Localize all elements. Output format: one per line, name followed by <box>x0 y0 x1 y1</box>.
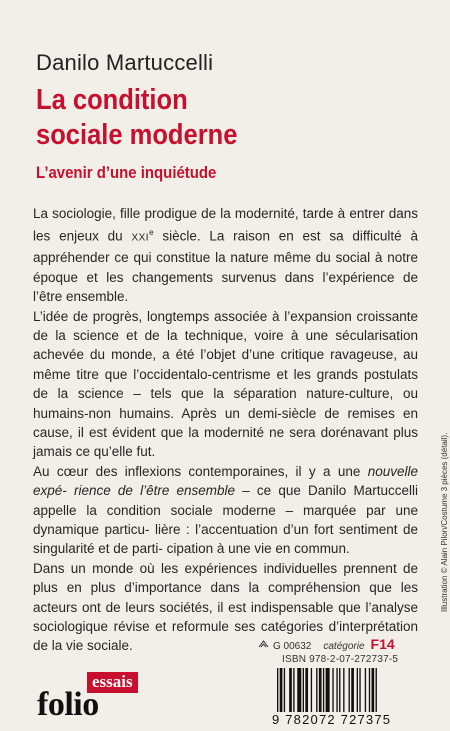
italic-phrase: rience de l’être ensemble <box>73 483 236 499</box>
text-line: monde, a été l’objet d’une critique ravageuse, au même titre que <box>33 347 418 382</box>
barcode <box>275 668 425 716</box>
barcode-digits: 9 782072 727375 <box>272 712 392 727</box>
title-line: sociale moderne <box>36 119 238 151</box>
category-label: catégorie <box>323 641 365 652</box>
text-fragment: Au cœur des inflexions contemporaines, il y a une <box>33 463 368 479</box>
category-code: F14 <box>370 636 395 652</box>
century-suffix: e <box>149 228 154 238</box>
publisher-logo: folio <box>37 686 99 723</box>
blurb-paragraph <box>33 307 418 462</box>
blurb <box>33 204 418 656</box>
title-line: La condition <box>36 84 188 116</box>
text-fragment: enjeux du <box>59 228 132 244</box>
text-line: l’occidentalo-centrisme et les grands postulats de la science – tels <box>33 366 418 402</box>
catalog-number: G 00632 <box>273 641 312 652</box>
text-line: L’idée de progrès, longtemps associée à l’expansion croissante de <box>33 308 418 343</box>
text-line: ce qui constitue la nature même du social à notre époque et les <box>33 250 418 285</box>
text-line: que la séparation nature-culture, ou humains-non humains. Après <box>33 386 418 421</box>
century-numeral: XXI <box>131 232 150 244</box>
text-line: cipation à une vie en commun. <box>166 541 350 557</box>
text-line: un demi-siècle de remises en cause, il est évident que la modernité <box>33 405 418 440</box>
text-line: changements survenus dans l’expérience de l’être ensemble. <box>33 269 418 305</box>
text-fragment: siècle. La raison en est sa difficulté à appréhender <box>33 228 418 266</box>
book-stack-icon <box>258 639 269 652</box>
blurb-paragraph <box>33 462 418 559</box>
series-name: essais <box>87 672 138 693</box>
illustration-credit: Illustration © Alain Pilon/Costume 3 pièces (détail). <box>440 432 449 612</box>
text-line: Dans un monde où les expériences individuelles prennent de plus <box>33 560 418 596</box>
italic-phrase: nouvelle expé- <box>33 463 418 499</box>
text-line: en plus d’importance dans la compréhension que les acteurs ont <box>33 580 418 615</box>
catalog-code <box>258 636 395 652</box>
book-title <box>36 83 237 153</box>
text-line: de leurs sociétés, il est indispensable que l’analyse sociologique <box>33 599 418 635</box>
text-line: ne sera dorénavant plus jamais ce qu’elle fut. <box>33 424 418 460</box>
text-line: la science et de la technique, voire à une sécularisation achevée du <box>33 327 418 363</box>
text-line: La sociologie, fille prodigue de la modernité, tarde à entrer dans les <box>33 206 418 244</box>
text-line: révise et reformule ses catégories d’interprétation de la vie sociale. <box>33 619 418 654</box>
text-line: condition sociale moderne – marquée par une dynamique particu- <box>33 502 418 537</box>
book-subtitle: L’avenir d’une inquiétude <box>36 163 217 182</box>
author-name: Danilo Martuccelli <box>36 50 214 75</box>
text-line: lière : l’accentuation d’un fort sentiment de singularité et de parti- <box>33 522 418 557</box>
text-fragment: – ce que Danilo Martuccelli appelle la <box>33 483 418 518</box>
isbn: ISBN 978-2-07-272737-5 <box>282 654 399 665</box>
blurb-paragraph <box>33 204 418 307</box>
